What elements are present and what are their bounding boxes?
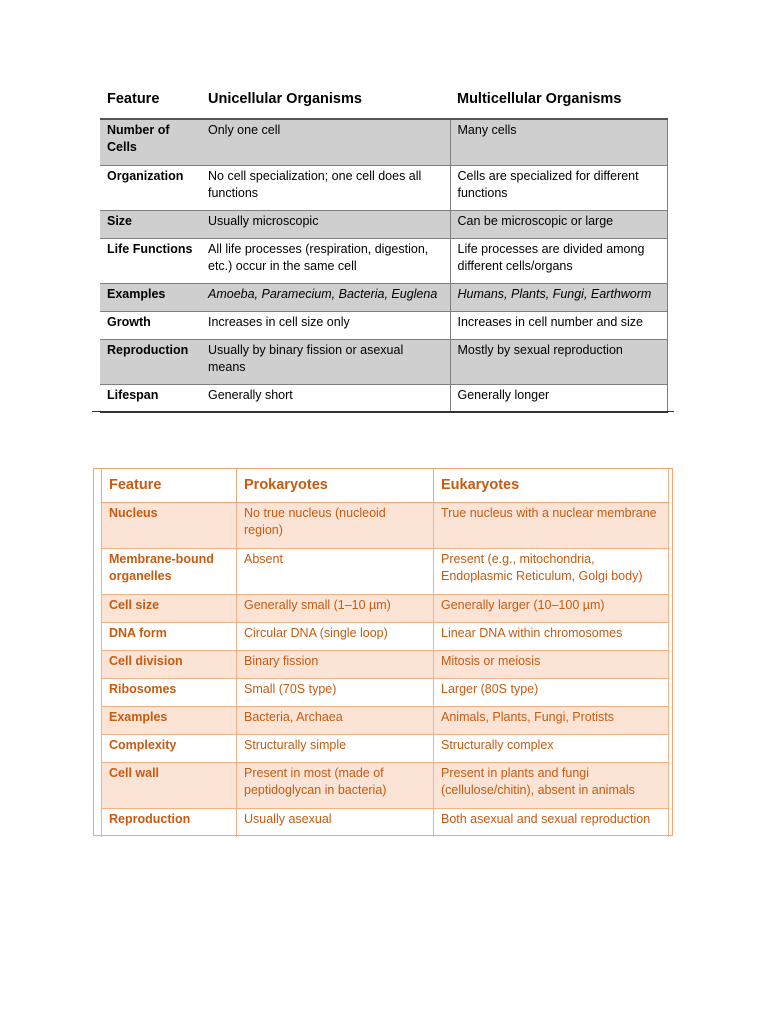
table-row xyxy=(102,763,669,809)
row-prokaryotes: Bacteria, Archaea xyxy=(237,707,434,735)
header-multicellular: Multicellular Organisms xyxy=(450,80,667,119)
table-row xyxy=(100,311,667,339)
row-feature: Membrane-bound organelles xyxy=(102,549,237,595)
row-prokaryotes: Circular DNA (single loop) xyxy=(237,623,434,651)
table-row xyxy=(102,735,669,763)
row-unicellular: No cell specialization; one cell does all functions xyxy=(201,165,450,210)
row-eukaryotes: Generally larger (10–100 µm) xyxy=(434,595,669,623)
row-feature: Reproduction xyxy=(102,809,237,837)
table-row xyxy=(102,549,669,595)
row-multicellular: Mostly by sexual reproduction xyxy=(450,339,667,384)
row-feature: Examples xyxy=(100,283,201,311)
row-unicellular: Only one cell xyxy=(201,119,450,165)
row-multicellular: Can be microscopic or large xyxy=(450,210,667,238)
row-feature: Cell division xyxy=(102,651,237,679)
header-unicellular: Unicellular Organisms xyxy=(201,80,450,119)
row-feature: DNA form xyxy=(102,623,237,651)
row-feature: Life Functions xyxy=(100,238,201,283)
row-eukaryotes: Present (e.g., mitochondria, Endoplasmic Reticulum, Golgi body) xyxy=(434,549,669,595)
row-eukaryotes: Present in plants and fungi (cellulose/chitin), absent in animals xyxy=(434,763,669,809)
table-row xyxy=(100,210,667,238)
row-eukaryotes: Mitosis or meiosis xyxy=(434,651,669,679)
row-prokaryotes: Structurally simple xyxy=(237,735,434,763)
row-eukaryotes: Structurally complex xyxy=(434,735,669,763)
prokaryote-eukaryote-table-frame xyxy=(93,468,673,836)
row-multicellular: Generally longer xyxy=(450,384,667,412)
row-prokaryotes: Binary fission xyxy=(237,651,434,679)
row-prokaryotes: Generally small (1–10 µm) xyxy=(237,595,434,623)
row-feature: Ribosomes xyxy=(102,679,237,707)
table-header-row xyxy=(100,80,667,119)
table-row xyxy=(102,503,669,549)
row-unicellular: All life processes (respiration, digestion, etc.) occur in the same cell xyxy=(201,238,450,283)
row-prokaryotes: Present in most (made of peptidoglycan in bacteria) xyxy=(237,763,434,809)
table-row xyxy=(100,119,667,165)
row-eukaryotes: Larger (80S type) xyxy=(434,679,669,707)
table-row xyxy=(102,623,669,651)
row-feature: Complexity xyxy=(102,735,237,763)
table-row xyxy=(100,339,667,384)
prokaryote-eukaryote-table xyxy=(101,469,669,837)
row-prokaryotes: Small (70S type) xyxy=(237,679,434,707)
header-feature: Feature xyxy=(100,80,201,119)
header-feature: Feature xyxy=(102,469,237,503)
row-feature: Reproduction xyxy=(100,339,201,384)
row-multicellular: Many cells xyxy=(450,119,667,165)
row-multicellular: Life processes are divided among different cells/organs xyxy=(450,238,667,283)
row-feature: Examples xyxy=(102,707,237,735)
row-eukaryotes: Linear DNA within chromosomes xyxy=(434,623,669,651)
row-multicellular: Humans, Plants, Fungi, Earthworm xyxy=(450,283,667,311)
row-unicellular: Usually by binary fission or asexual means xyxy=(201,339,450,384)
unicellular-multicellular-table xyxy=(100,80,668,413)
table-row xyxy=(102,679,669,707)
row-prokaryotes: Usually asexual xyxy=(237,809,434,837)
table-bottom-rule xyxy=(92,411,674,412)
table-row xyxy=(102,651,669,679)
table-row xyxy=(100,165,667,210)
header-prokaryotes: Prokaryotes xyxy=(237,469,434,503)
row-unicellular: Amoeba, Paramecium, Bacteria, Euglena xyxy=(201,283,450,311)
row-multicellular: Increases in cell number and size xyxy=(450,311,667,339)
row-feature: Growth xyxy=(100,311,201,339)
header-eukaryotes: Eukaryotes xyxy=(434,469,669,503)
row-unicellular: Generally short xyxy=(201,384,450,412)
row-unicellular: Usually microscopic xyxy=(201,210,450,238)
table-row xyxy=(100,384,667,412)
row-prokaryotes: Absent xyxy=(237,549,434,595)
table-row xyxy=(100,283,667,311)
row-feature: Number of Cells xyxy=(100,119,201,165)
row-prokaryotes: No true nucleus (nucleoid region) xyxy=(237,503,434,549)
table-row xyxy=(102,595,669,623)
row-feature: Size xyxy=(100,210,201,238)
row-eukaryotes: True nucleus with a nuclear membrane xyxy=(434,503,669,549)
row-eukaryotes: Both asexual and sexual reproduction xyxy=(434,809,669,837)
row-feature: Cell wall xyxy=(102,763,237,809)
row-unicellular: Increases in cell size only xyxy=(201,311,450,339)
table-row xyxy=(100,238,667,283)
row-feature: Cell size xyxy=(102,595,237,623)
table-row xyxy=(102,809,669,837)
row-eukaryotes: Animals, Plants, Fungi, Protists xyxy=(434,707,669,735)
row-multicellular: Cells are specialized for different functions xyxy=(450,165,667,210)
row-feature: Organization xyxy=(100,165,201,210)
row-feature: Lifespan xyxy=(100,384,201,412)
row-feature: Nucleus xyxy=(102,503,237,549)
table-header-row xyxy=(102,469,669,503)
table-row xyxy=(102,707,669,735)
